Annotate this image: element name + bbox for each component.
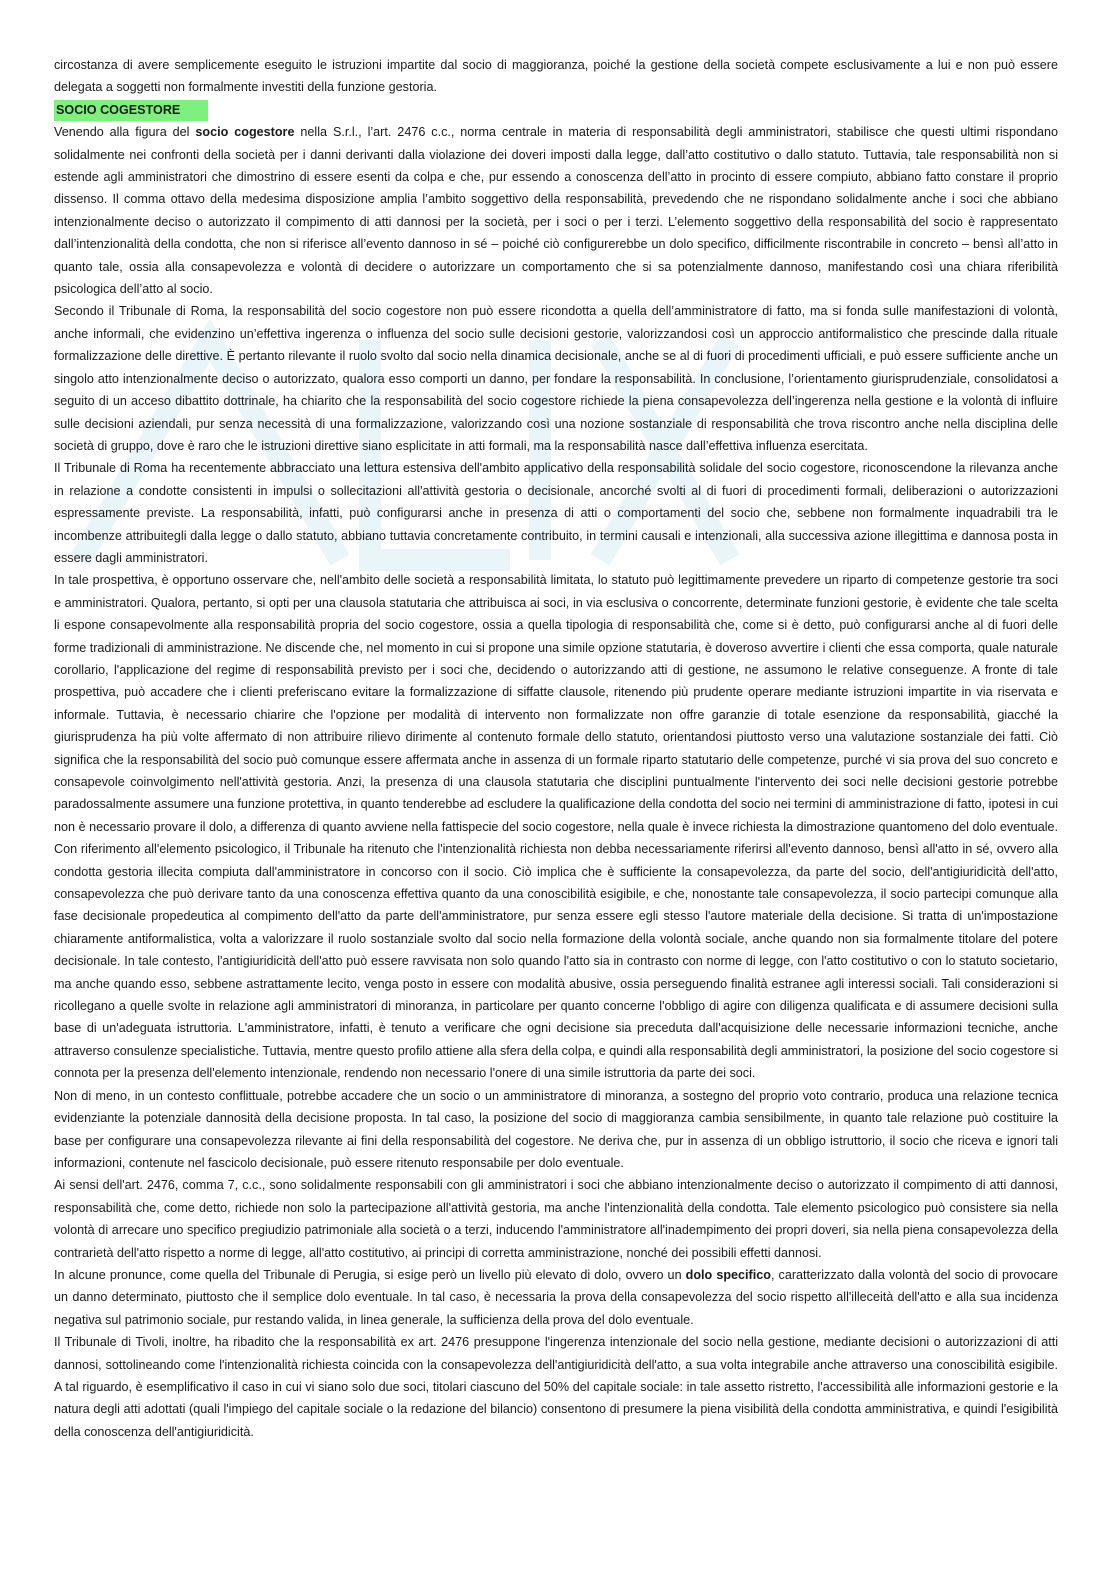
- bold-term: dolo specifico: [685, 1267, 771, 1282]
- section-heading-wrap: [54, 99, 1058, 121]
- text-run: , caratterizzato dalla volontà del socio di provocare un danno determinato, piuttosto che il semplice dolo eventuale. In tal caso, è necessaria la prova della consapevolezza del socio rispetto all'illeceità dell'atto e alla sua incidenza negativa sul patrimonio sociale, pur restando valida, in linea generale, la sufficienza della prova del dolo eventuale.: [54, 1267, 1058, 1327]
- paragraph-art-2476: Ai sensi dell'art. 2476, comma 7, c.c., sono solidalmente responsabili con gli amministratori i soci che abbiano intenzionalmente deciso o autorizzato il compimento di atti dannosi, responsabilità che, come detto, richiede non solo la partecipazione all'attività gestoria, ma anche l'intenzionalità della condotta. Tale elemento psicologico può consistere sia nella volontà di arrecare uno specifico pregiudizio patrimoniale alla società o a terzi, inducendo l'amministratore all'inadempimento dei propri doveri, sia nella piena consapevolezza della contrarietà dell'atto rispetto a norme di legge, all'atto costitutivo, ai principi di corretta amministrazione, nonché dei possibili effetti dannosi.: [54, 1178, 1058, 1260]
- text-run: In alcune pronunce, come quella del Tribunale di Perugia, si esige però un livello più elevato di dolo, ovvero un: [54, 1267, 686, 1282]
- document-page: [54, 54, 1058, 1443]
- paragraph-intro: circostanza di avere semplicemente eseguito le istruzioni impartite dal socio di maggioranza, poiché la gestione della società compete esclusivamente a lui e non può essere delegata a soggetti non formalmente investiti della funzione gestoria.: [54, 58, 1058, 95]
- text-run: nella S.r.l., l’art. 2476 c.c., norma centrale in materia di responsabilità degli amministratori, stabilisce che questi ultimi rispondano solidalmente nei confronti della società per i danni derivanti dalla violazione dei doveri imposti dalla legge, dall’atto costitutivo o dallo statuto. Tuttavia, tale responsabilità non si estende agli amministratori che dimostrino di essere esenti da colpa e che, pur essendo a conoscenza dell’atto in procinto di essere compiuto, abbiano fatto constare il proprio dissenso. Il comma ottavo della medesima disposizione amplia l’ambito soggettivo della responsabilità, prevedendo che ne rispondano solidalmente anche i soci che abbiano intenzionalmente deciso o autorizzato il compimento di atti dannosi per la società, per i soci o per i terzi. L’elemento soggettivo della responsabilità del socio è rappresentato dall’intenzionalità della condotta, che non si riferisce all’evento dannoso in sé – poiché ciò configurerebbe un dolo specifico, difficilmente riscontrabile in concreto – bensì all’atto in quanto tale, ossia alla consapevolezza e volontà di decidere o autorizzare un comportamento che si sa potenzialmente dannoso, manifestando così una chiara riferibilità psicologica dell’atto al socio.: [54, 125, 1059, 297]
- bold-term: socio cogestore: [195, 125, 295, 140]
- paragraph-tribunale-tivoli: Il Tribunale di Tivoli, inoltre, ha ribadito che la responsabilità ex art. 2476 presuppone l'ingerenza intenzionale del socio nella gestione, mediante decisioni o autorizzazioni di atti dannosi, sottolineando come l'intenzionalità richiesta coincida con la consapevolezza dell'antigiuridicità dell'atto, a sua volta integrabile anche attraverso una conoscibilità esigibile. A tal riguardo, è esemplificativo il caso in cui vi siano solo due soci, titolari ciascuno del 50% del capitale sociale: in tale assetto ristretto, l'accessibilità alle informazioni gestorie e la natura degli atti adottati (quali l'impiego del capitale sociale o la redazione del bilancio) consentono di presumere la piena visibilità della condotta amministrativa, e quindi l'esigibilità della conoscenza dell'antigiuridicità.: [54, 1335, 1058, 1439]
- paragraph-prospettiva: In tale prospettiva, è opportuno osservare che, nell'ambito delle società a responsabilità limitata, lo statuto può legittimamente prevedere un riparto di competenze gestorie tra soci e amministratori. Qualora, pertanto, si opti per una clausola statutaria che attribuisca ai soci, in via esclusiva o concorrente, determinate funzioni gestorie, è evidente che tale scelta li espone consapevolmente alla responsabilità propria del socio cogestore, ossia a quella tipologia di responsabilità che, come si è detto, può configurarsi anche al di fuori delle forme tradizionali di amministrazione. Ne discende che, nel momento in cui si propone una simile opzione statutaria, è doveroso avvertire i clienti che essa comporta, quale naturale corollario, l'applicazione del regime di responsabilità previsto per i soci che, decidendo o autorizzando atti di gestione, ne assumono le relative conseguenze. A fronte di tale prospettiva, può accadere che i clienti preferiscano evitare la formalizzazione di siffatte clausole, ritenendo più prudente operare mediante istruzioni impartite in via riservata e informale. Tuttavia, è necessario chiarire che l'opzione per modalità di intervento non formalizzate non offre garanzie di totale esenzione da responsabilità, giacché la giurisprudenza ha più volte affermato di non attribuire rilievo dirimente al contenuto formale dello statuto, orientandosi piuttosto verso una valutazione sostanziale dei fatti. Ciò significa che la responsabilità del socio può comunque essere affermata anche in assenza di un formale riparto statutario delle competenze, purché vi sia prova del suo concreto e consapevole coinvolgimento nell'attività gestoria. Anzi, la presenza di una clausola statutaria che disciplini puntualmente l'intervento dei soci nelle decisioni gestorie potrebbe paradossalmente assumere una funzione protettiva, in quanto tenderebbe ad escludere la qualificazione della condotta del socio nei termini di amministrazione di fatto, ipotesi in cui non è necessario provare il dolo, a differenza di quanto avviene nella fattispecie del socio cogestore, nella quale è invece richiesta la dimostrazione quantomeno del dolo eventuale. Con riferimento all'elemento psicologico, il Tribunale ha ritenuto che l'intenzionalità richiesta non debba necessariamente riferirsi all'evento dannoso, bensì all'atto in sé, ovvero alla condotta gestoria illecita compiuta dall'amministratore in concorso con il socio. Ciò implica che è sufficiente la consapevolezza, da parte del socio, dell'antigiuridicità dell'atto, consapevolezza che può derivare tanto da una conoscenza effettiva quanto da una conoscibilità esigibile, e che, nonostante tale consapevolezza, il socio partecipi comunque alla fase decisionale propedeutica al compimento dell'atto da parte dell'amministratore, pur senza essere egli stesso l'autore materiale della decisione. Si tratta di un'impostazione chiaramente antiformalistica, volta a valorizzare il ruolo sostanziale svolto dal socio nella formazione della volontà sociale, anche quando non sia formalmente titolare del potere decisionale. In tale contesto, l'antigiuridicità dell'atto può essere ravvisata non solo quando l'atto sia in contrasto con norme di legge, con l'atto costitutivo o con lo statuto societario, ma anche quando esso, sebbene astrattamente lecito, venga posto in essere con modalità abusive, ossia perseguendo finalità estranee agli interessi sociali. Tali considerazioni si ricollegano a quelle svolte in relazione agli amministratori di minoranza, in particolare per quanto concerne l'obbligo di agire con diligenza qualificata e di assumere decisioni sulla base di un'adeguata istruttoria. L'amministratore, infatti, è tenuto a verificare che ogni decisione sia preceduta dall'acquisizione delle necessarie informazioni tecniche, anche attraverso consulenze specialistiche. Tuttavia, mentre questo profilo attiene alla sfera della colpa, e quindi alla responsabilità degli amministratori, la posizione del socio cogestore si connota per la presenza dell'elemento intenzionale, rendendo non necessario l'onere di una simile istruttoria da parte dei soci.: [54, 573, 1058, 1081]
- text-run: Venendo alla figura del: [54, 125, 196, 140]
- paragraph-tribunale-perugia: [54, 1264, 1058, 1331]
- section-heading: SOCIO COGESTORE: [54, 100, 208, 121]
- paragraph-contesto-conflittuale: Non di meno, in un contesto conflittuale, potrebbe accadere che un socio o un amministratore di minoranza, a sostegno del proprio voto contrario, produca una relazione tecnica evidenziante la potenziale dannosità della decisione proposta. In tal caso, la posizione del socio di maggioranza cambia sensibilmente, in quanto tale relazione può costituire la base per configurare una consapevolezza rilevante ai fini della responsabilità del cogestore. Ne deriva che, pur in assenza di un obbligo istruttorio, il socio che riceva e ignori tali informazioni, contenute nel fascicolo decisionale, può essere ritenuto responsabile per dolo eventuale.: [54, 1088, 1058, 1170]
- paragraph-socio-cogestore: [54, 121, 1058, 300]
- paragraph-tribunale-roma: Secondo il Tribunale di Roma, la responsabilità del socio cogestore non può essere ricondotta a quella dell’amministratore di fatto, ma si fonda sulle manifestazioni di volontà, anche informali, che evidenzino un’effettiva ingerenza o influenza del socio sulle decisioni gestorie, valorizzandosi così un approccio antiformalistico che prescinde dalla rituale formalizzazione delle direttive. È pertanto rilevante il ruolo svolto dal socio nella dinamica decisionale, anche se al di fuori di procedimenti ufficiali, e può essere sufficiente anche un singolo atto intenzionalmente deciso o autorizzato, qualora esso comporti un danno, per fondare la responsabilità. In conclusione, l’orientamento giurisprudenziale, consolidatosi a seguito di un acceso dibattito dottrinale, ha chiarito che la responsabilità del socio cogestore richiede la piena consapevolezza dell’ingerenza nella gestione e la volontà di influire sulle decisioni aziendali, pur senza necessità di una formalizzazione, valorizzando così una nozione sostanziale di responsabilità che trova riscontro anche nella disciplina delle società di gruppo, dove è raro che le istruzioni direttive siano esplicitate in atti formali, ma la responsabilità nasce dall’effettiva influenza esercitata.: [54, 304, 1058, 453]
- paragraph-lettura-estensiva: Il Tribunale di Roma ha recentemente abbracciato una lettura estensiva dell'ambito applicativo della responsabilità solidale del socio cogestore, riconoscendone la rilevanza anche in relazione a condotte consistenti in impulsi o sollecitazioni all'attività gestoria o decisionale, ancorché svolti al di fuori di procedimenti formali, deliberazioni o autorizzazioni espressamente previste. La responsabilità, infatti, può configurarsi anche in presenza di atti o comportamenti del socio che, sebbene non formalmente inquadrabili tra le incombenze attribuitegli dalla legge o dallo statuto, abbiano tuttavia concretamente contribuito, in termini causali e intenzionali, alla successiva azione illegittima e dannosa posta in essere dagli amministratori.: [54, 461, 1058, 565]
